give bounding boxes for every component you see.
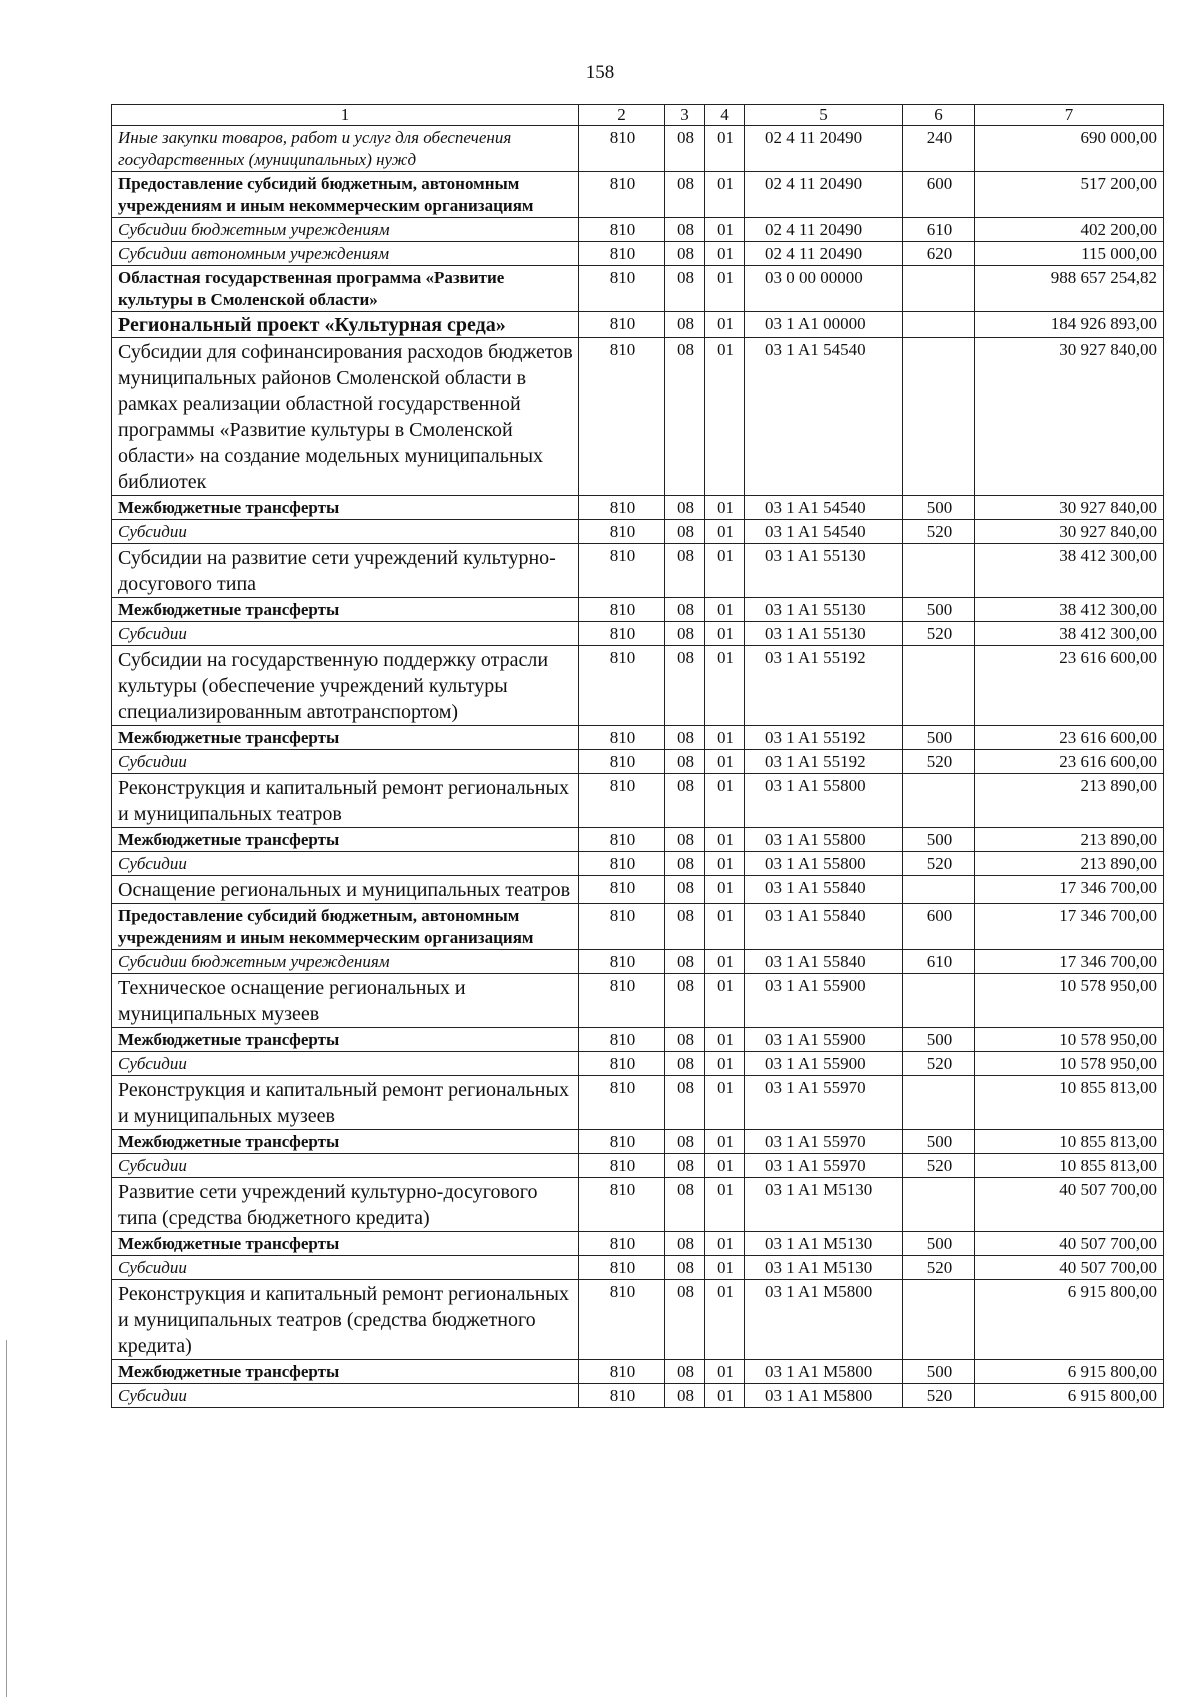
table-row: [112, 172, 1164, 218]
description-cell: Межбюджетные трансферты: [112, 726, 579, 750]
expense-type-cell: [903, 876, 975, 904]
header-cell: 5: [745, 105, 903, 126]
expense-type-cell: 500: [903, 726, 975, 750]
expense-type-cell: [903, 338, 975, 496]
target-article-cell: 03 1 A1 M5800: [745, 1384, 903, 1408]
table-row: [112, 852, 1164, 876]
section-cell: 08: [665, 750, 705, 774]
subsection-cell: 01: [705, 622, 745, 646]
header-cell: 2: [579, 105, 665, 126]
header-cell: 4: [705, 105, 745, 126]
section-cell: 08: [665, 950, 705, 974]
section-cell: 08: [665, 904, 705, 950]
amount-cell: 23 616 600,00: [975, 646, 1164, 726]
ministry-code-cell: 810: [579, 242, 665, 266]
ministry-code-cell: 810: [579, 1232, 665, 1256]
header-cell: 6: [903, 105, 975, 126]
amount-cell: 30 927 840,00: [975, 520, 1164, 544]
header-row: [112, 105, 1164, 126]
table-row: [112, 266, 1164, 312]
expense-type-cell: 500: [903, 828, 975, 852]
expense-type-cell: 600: [903, 904, 975, 950]
subsection-cell: 01: [705, 904, 745, 950]
section-cell: 08: [665, 828, 705, 852]
amount-cell: 213 890,00: [975, 828, 1164, 852]
subsection-cell: 01: [705, 1028, 745, 1052]
expense-type-cell: [903, 1280, 975, 1360]
target-article-cell: 03 1 A1 55970: [745, 1130, 903, 1154]
expense-type-cell: [903, 646, 975, 726]
target-article-cell: 02 4 11 20490: [745, 126, 903, 172]
description-cell: Межбюджетные трансферты: [112, 598, 579, 622]
table-body: [112, 105, 1164, 1408]
description-cell: Реконструкция и капитальный ремонт региональных и муниципальных театров (средства бюджетного кредита): [112, 1280, 579, 1360]
subsection-cell: 01: [705, 266, 745, 312]
section-cell: 08: [665, 1384, 705, 1408]
amount-cell: 10 578 950,00: [975, 1028, 1164, 1052]
expense-type-cell: 240: [903, 126, 975, 172]
expense-type-cell: 620: [903, 242, 975, 266]
amount-cell: 10 578 950,00: [975, 1052, 1164, 1076]
description-cell: Межбюджетные трансферты: [112, 1028, 579, 1052]
ministry-code-cell: 810: [579, 1052, 665, 1076]
expense-type-cell: 500: [903, 1028, 975, 1052]
subsection-cell: 01: [705, 1154, 745, 1178]
section-cell: 08: [665, 852, 705, 876]
section-cell: 08: [665, 726, 705, 750]
description-cell: Региональный проект «Культурная среда»: [112, 312, 579, 338]
ministry-code-cell: 810: [579, 646, 665, 726]
amount-cell: 40 507 700,00: [975, 1232, 1164, 1256]
table-row: [112, 904, 1164, 950]
expense-type-cell: 610: [903, 950, 975, 974]
target-article-cell: 03 1 A1 55192: [745, 726, 903, 750]
amount-cell: 30 927 840,00: [975, 496, 1164, 520]
ministry-code-cell: 810: [579, 622, 665, 646]
target-article-cell: 03 1 A1 55840: [745, 950, 903, 974]
ministry-code-cell: 810: [579, 1384, 665, 1408]
description-cell: Иные закупки товаров, работ и услуг для обеспечения государственных (муниципальных) нужд: [112, 126, 579, 172]
subsection-cell: 01: [705, 242, 745, 266]
expense-type-cell: 520: [903, 852, 975, 876]
description-cell: Субсидии: [112, 852, 579, 876]
amount-cell: 40 507 700,00: [975, 1256, 1164, 1280]
table-row: [112, 338, 1164, 496]
subsection-cell: 01: [705, 1256, 745, 1280]
ministry-code-cell: 810: [579, 266, 665, 312]
amount-cell: 690 000,00: [975, 126, 1164, 172]
section-cell: 08: [665, 172, 705, 218]
section-cell: 08: [665, 338, 705, 496]
table-row: [112, 1360, 1164, 1384]
subsection-cell: 01: [705, 496, 745, 520]
subsection-cell: 01: [705, 520, 745, 544]
subsection-cell: 01: [705, 312, 745, 338]
expense-type-cell: 500: [903, 1232, 975, 1256]
description-cell: Субсидии: [112, 520, 579, 544]
description-cell: Оснащение региональных и муниципальных театров: [112, 876, 579, 904]
expense-type-cell: 520: [903, 1154, 975, 1178]
ministry-code-cell: 810: [579, 126, 665, 172]
table-row: [112, 950, 1164, 974]
section-cell: 08: [665, 1256, 705, 1280]
target-article-cell: 03 0 00 00000: [745, 266, 903, 312]
section-cell: 08: [665, 1232, 705, 1256]
target-article-cell: 03 1 A1 55130: [745, 622, 903, 646]
subsection-cell: 01: [705, 852, 745, 876]
subsection-cell: 01: [705, 338, 745, 496]
description-cell: Предоставление субсидий бюджетным, автономным учреждениям и иным некоммерческим организациям: [112, 904, 579, 950]
amount-cell: 517 200,00: [975, 172, 1164, 218]
ministry-code-cell: 810: [579, 1256, 665, 1280]
amount-cell: 23 616 600,00: [975, 726, 1164, 750]
target-article-cell: 03 1 A1 54540: [745, 496, 903, 520]
description-cell: Областная государственная программа «Развитие культуры в Смоленской области»: [112, 266, 579, 312]
amount-cell: 6 915 800,00: [975, 1280, 1164, 1360]
amount-cell: 184 926 893,00: [975, 312, 1164, 338]
ministry-code-cell: 810: [579, 312, 665, 338]
ministry-code-cell: 810: [579, 496, 665, 520]
description-cell: Субсидии автономным учреждениям: [112, 242, 579, 266]
section-cell: 08: [665, 312, 705, 338]
amount-cell: 17 346 700,00: [975, 950, 1164, 974]
section-cell: 08: [665, 876, 705, 904]
expense-type-cell: 520: [903, 1384, 975, 1408]
amount-cell: 10 855 813,00: [975, 1154, 1164, 1178]
amount-cell: 6 915 800,00: [975, 1360, 1164, 1384]
ministry-code-cell: 810: [579, 750, 665, 774]
table-row: [112, 1178, 1164, 1232]
ministry-code-cell: 810: [579, 598, 665, 622]
description-cell: Реконструкция и капитальный ремонт региональных и муниципальных музеев: [112, 1076, 579, 1130]
description-cell: Субсидии на государственную поддержку отрасли культуры (обеспечение учреждений культуры специализированным автотранспортом): [112, 646, 579, 726]
table-row: [112, 622, 1164, 646]
header-cell: 1: [112, 105, 579, 126]
table-row: [112, 218, 1164, 242]
table-row: [112, 1154, 1164, 1178]
table-row: [112, 828, 1164, 852]
subsection-cell: 01: [705, 172, 745, 218]
amount-cell: 30 927 840,00: [975, 338, 1164, 496]
ministry-code-cell: 810: [579, 726, 665, 750]
expense-type-cell: 520: [903, 1052, 975, 1076]
expense-type-cell: [903, 312, 975, 338]
amount-cell: 17 346 700,00: [975, 904, 1164, 950]
section-cell: 08: [665, 1076, 705, 1130]
target-article-cell: 03 1 A1 55192: [745, 646, 903, 726]
expense-type-cell: 500: [903, 1130, 975, 1154]
table-row: [112, 544, 1164, 598]
subsection-cell: 01: [705, 774, 745, 828]
target-article-cell: 03 1 A1 54540: [745, 520, 903, 544]
section-cell: 08: [665, 1178, 705, 1232]
table-row: [112, 1384, 1164, 1408]
ministry-code-cell: 810: [579, 544, 665, 598]
subsection-cell: 01: [705, 828, 745, 852]
target-article-cell: 03 1 A1 55840: [745, 876, 903, 904]
section-cell: 08: [665, 496, 705, 520]
table-row: [112, 646, 1164, 726]
description-cell: Субсидии для софинансирования расходов бюджетов муниципальных районов Смоленской области в рамках реализации областной государственной программы «Развитие культуры в Смоленской области» на создание модельных муниципальных библиотек: [112, 338, 579, 496]
section-cell: 08: [665, 242, 705, 266]
subsection-cell: 01: [705, 598, 745, 622]
amount-cell: 10 578 950,00: [975, 974, 1164, 1028]
subsection-cell: 01: [705, 750, 745, 774]
ministry-code-cell: 810: [579, 904, 665, 950]
expense-type-cell: [903, 1178, 975, 1232]
expense-type-cell: 600: [903, 172, 975, 218]
subsection-cell: 01: [705, 974, 745, 1028]
ministry-code-cell: 810: [579, 1280, 665, 1360]
expense-type-cell: 500: [903, 598, 975, 622]
section-cell: 08: [665, 1280, 705, 1360]
table-row: [112, 1256, 1164, 1280]
table-row: [112, 774, 1164, 828]
description-cell: Субсидии: [112, 1384, 579, 1408]
section-cell: 08: [665, 598, 705, 622]
section-cell: 08: [665, 544, 705, 598]
table-row: [112, 1076, 1164, 1130]
amount-cell: 988 657 254,82: [975, 266, 1164, 312]
target-article-cell: 03 1 A1 55840: [745, 904, 903, 950]
description-cell: Субсидии: [112, 622, 579, 646]
target-article-cell: 02 4 11 20490: [745, 218, 903, 242]
subsection-cell: 01: [705, 126, 745, 172]
table-row: [112, 1052, 1164, 1076]
ministry-code-cell: 810: [579, 520, 665, 544]
target-article-cell: 02 4 11 20490: [745, 242, 903, 266]
description-cell: Субсидии: [112, 1154, 579, 1178]
subsection-cell: 01: [705, 1130, 745, 1154]
table-row: [112, 750, 1164, 774]
section-cell: 08: [665, 1154, 705, 1178]
section-cell: 08: [665, 520, 705, 544]
table-row: [112, 312, 1164, 338]
ministry-code-cell: 810: [579, 852, 665, 876]
amount-cell: 10 855 813,00: [975, 1076, 1164, 1130]
description-cell: Межбюджетные трансферты: [112, 1130, 579, 1154]
amount-cell: 38 412 300,00: [975, 622, 1164, 646]
target-article-cell: 03 1 A1 55800: [745, 852, 903, 876]
description-cell: Субсидии на развитие сети учреждений культурно-досугового типа: [112, 544, 579, 598]
ministry-code-cell: 810: [579, 974, 665, 1028]
expense-type-cell: 520: [903, 622, 975, 646]
amount-cell: 10 855 813,00: [975, 1130, 1164, 1154]
subsection-cell: 01: [705, 1178, 745, 1232]
subsection-cell: 01: [705, 876, 745, 904]
page-number: 158: [585, 62, 615, 83]
target-article-cell: 03 1 A1 55900: [745, 1028, 903, 1052]
expense-type-cell: 610: [903, 218, 975, 242]
table-row: [112, 126, 1164, 172]
target-article-cell: 03 1 A1 55800: [745, 774, 903, 828]
expense-type-cell: 520: [903, 520, 975, 544]
budget-table: [111, 104, 1164, 1408]
expense-type-cell: [903, 974, 975, 1028]
expense-type-cell: [903, 544, 975, 598]
ministry-code-cell: 810: [579, 1154, 665, 1178]
table-row: [112, 520, 1164, 544]
description-cell: Субсидии бюджетным учреждениям: [112, 218, 579, 242]
description-cell: Развитие сети учреждений культурно-досугового типа (средства бюджетного кредита): [112, 1178, 579, 1232]
ministry-code-cell: 810: [579, 338, 665, 496]
target-article-cell: 03 1 A1 M5130: [745, 1232, 903, 1256]
table-row: [112, 1280, 1164, 1360]
description-cell: Межбюджетные трансферты: [112, 496, 579, 520]
description-cell: Межбюджетные трансферты: [112, 828, 579, 852]
target-article-cell: 03 1 A1 55970: [745, 1154, 903, 1178]
description-cell: Техническое оснащение региональных и муниципальных музеев: [112, 974, 579, 1028]
amount-cell: 38 412 300,00: [975, 544, 1164, 598]
description-cell: Субсидии: [112, 1052, 579, 1076]
expense-type-cell: 520: [903, 1256, 975, 1280]
amount-cell: 213 890,00: [975, 774, 1164, 828]
amount-cell: 38 412 300,00: [975, 598, 1164, 622]
target-article-cell: 03 1 A1 55800: [745, 828, 903, 852]
ministry-code-cell: 810: [579, 218, 665, 242]
ministry-code-cell: 810: [579, 1076, 665, 1130]
amount-cell: 17 346 700,00: [975, 876, 1164, 904]
description-cell: Предоставление субсидий бюджетным, автономным учреждениям и иным некоммерческим организациям: [112, 172, 579, 218]
subsection-cell: 01: [705, 1360, 745, 1384]
subsection-cell: 01: [705, 1052, 745, 1076]
section-cell: 08: [665, 1130, 705, 1154]
section-cell: 08: [665, 774, 705, 828]
subsection-cell: 01: [705, 1232, 745, 1256]
amount-cell: 40 507 700,00: [975, 1178, 1164, 1232]
section-cell: 08: [665, 126, 705, 172]
subsection-cell: 01: [705, 950, 745, 974]
table-row: [112, 876, 1164, 904]
ministry-code-cell: 810: [579, 1360, 665, 1384]
target-article-cell: 03 1 A1 M5130: [745, 1256, 903, 1280]
description-cell: Межбюджетные трансферты: [112, 1232, 579, 1256]
section-cell: 08: [665, 218, 705, 242]
header-cell: 7: [975, 105, 1164, 126]
target-article-cell: 03 1 A1 00000: [745, 312, 903, 338]
ministry-code-cell: 810: [579, 172, 665, 218]
amount-cell: 6 915 800,00: [975, 1384, 1164, 1408]
table-row: [112, 974, 1164, 1028]
table-row: [112, 726, 1164, 750]
table-row: [112, 598, 1164, 622]
expense-type-cell: 500: [903, 496, 975, 520]
ministry-code-cell: 810: [579, 1178, 665, 1232]
amount-cell: 23 616 600,00: [975, 750, 1164, 774]
section-cell: 08: [665, 622, 705, 646]
expense-type-cell: [903, 774, 975, 828]
target-article-cell: 02 4 11 20490: [745, 172, 903, 218]
target-article-cell: 03 1 A1 55970: [745, 1076, 903, 1130]
target-article-cell: 03 1 A1 55130: [745, 598, 903, 622]
amount-cell: 402 200,00: [975, 218, 1164, 242]
ministry-code-cell: 810: [579, 876, 665, 904]
ministry-code-cell: 810: [579, 828, 665, 852]
subsection-cell: 01: [705, 1076, 745, 1130]
target-article-cell: 03 1 A1 55900: [745, 974, 903, 1028]
ministry-code-cell: 810: [579, 774, 665, 828]
description-cell: Межбюджетные трансферты: [112, 1360, 579, 1384]
amount-cell: 115 000,00: [975, 242, 1164, 266]
subsection-cell: 01: [705, 544, 745, 598]
section-cell: 08: [665, 1360, 705, 1384]
target-article-cell: 03 1 A1 M5130: [745, 1178, 903, 1232]
expense-type-cell: 520: [903, 750, 975, 774]
description-cell: Реконструкция и капитальный ремонт региональных и муниципальных театров: [112, 774, 579, 828]
subsection-cell: 01: [705, 1384, 745, 1408]
section-cell: 08: [665, 266, 705, 312]
header-cell: 3: [665, 105, 705, 126]
target-article-cell: 03 1 A1 55900: [745, 1052, 903, 1076]
table-row: [112, 496, 1164, 520]
description-cell: Субсидии бюджетным учреждениям: [112, 950, 579, 974]
ministry-code-cell: 810: [579, 1130, 665, 1154]
subsection-cell: 01: [705, 726, 745, 750]
margin-line: [6, 1340, 7, 1697]
amount-cell: 213 890,00: [975, 852, 1164, 876]
target-article-cell: 03 1 A1 54540: [745, 338, 903, 496]
subsection-cell: 01: [705, 1280, 745, 1360]
table-row: [112, 1130, 1164, 1154]
expense-type-cell: [903, 1076, 975, 1130]
section-cell: 08: [665, 1028, 705, 1052]
ministry-code-cell: 810: [579, 950, 665, 974]
section-cell: 08: [665, 1052, 705, 1076]
section-cell: 08: [665, 974, 705, 1028]
table-row: [112, 1028, 1164, 1052]
expense-type-cell: 500: [903, 1360, 975, 1384]
description-cell: Субсидии: [112, 750, 579, 774]
target-article-cell: 03 1 A1 M5800: [745, 1280, 903, 1360]
table-row: [112, 242, 1164, 266]
description-cell: Субсидии: [112, 1256, 579, 1280]
subsection-cell: 01: [705, 218, 745, 242]
ministry-code-cell: 810: [579, 1028, 665, 1052]
target-article-cell: 03 1 A1 55130: [745, 544, 903, 598]
expense-type-cell: [903, 266, 975, 312]
target-article-cell: 03 1 A1 M5800: [745, 1360, 903, 1384]
subsection-cell: 01: [705, 646, 745, 726]
section-cell: 08: [665, 646, 705, 726]
table-row: [112, 1232, 1164, 1256]
target-article-cell: 03 1 A1 55192: [745, 750, 903, 774]
